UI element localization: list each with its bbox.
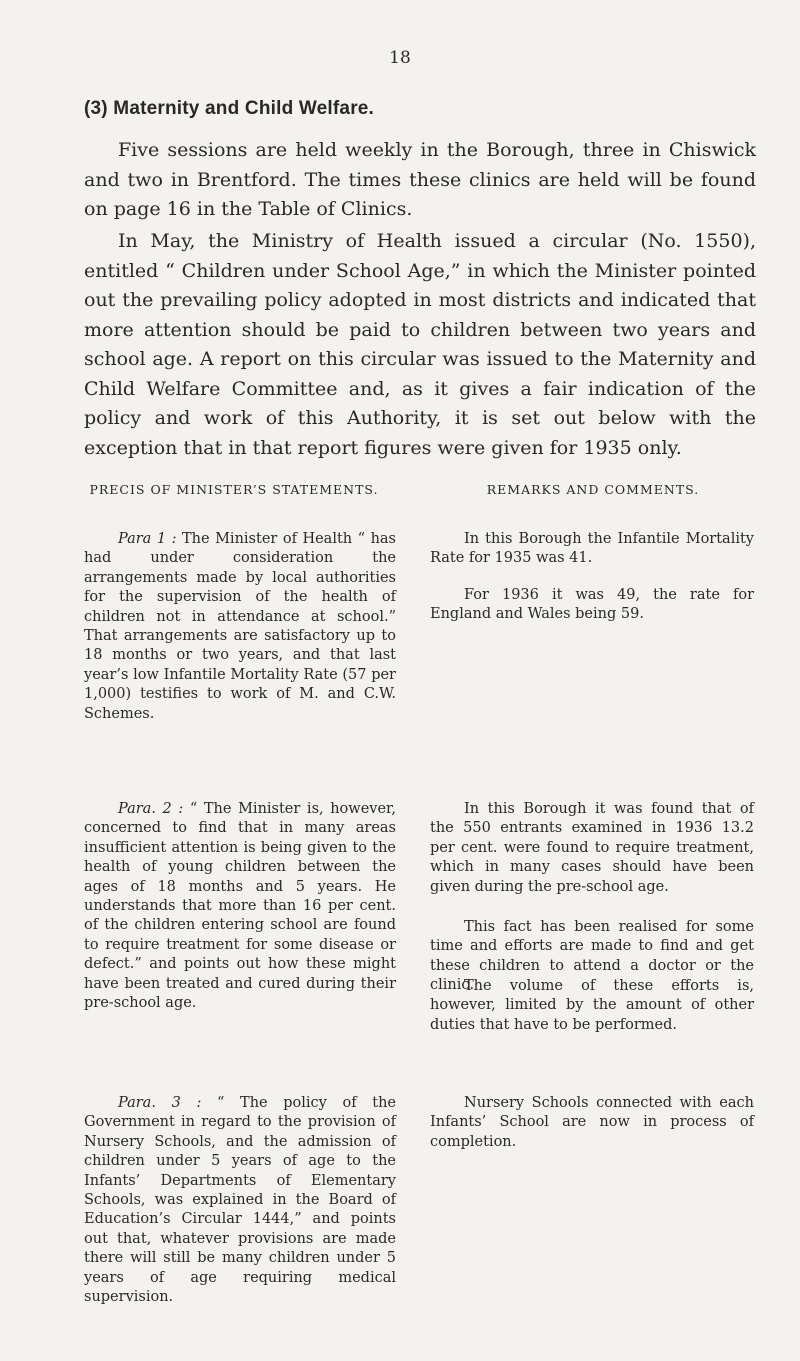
remark-para-2b: This fact has been realised for some time and efforts are made to find and get these children to attend a doctor or the clinic. [430,919,754,994]
para-label: Para 1 : [118,531,177,547]
intro-paragraph: Five sessions are held weekly in the Borough, three in Chiswick and two in Brentford. The times these clinics are held will be found on page 16 in the Table of Clinics. [84,139,756,220]
page-number: 18 [389,48,411,68]
precis-text: The Minister of Health “ has had under consideration the arrangements made by local authorities for the supervision of the health of children not in attendance at school.” That arrangements are satisfactory up to 18 months or two years, and that last year’s low Infantile Mortality Rate (57 per 1,000) testifies to work of M. and C.W. Schemes. [84,531,396,722]
remarks-column-heading: REMARKS AND COMMENTS. [486,482,700,497]
remark-para-2c: The volume of these efforts is, however, limited by the amount of other duties that have to be performed. [430,978,754,1033]
precis-para-2 [84,800,396,1013]
para-label: Para. 2 : [118,801,184,817]
remark-para-2a: In this Borough it was found that of the 550 entrants examined in 1936 13.2 per cent. were found to require treatment, which in many cases should have been given during the pre-school age. [430,801,754,895]
remark-para-1a: In this Borough the Infantile Mortality Rate for 1935 was 41. [430,531,754,567]
precis-para-3 [84,1094,396,1307]
para-label: Para. 3 : [118,1095,202,1111]
remark-para-3: Nursery Schools connected with each Infants’ School are now in process of completion. [430,1095,754,1150]
precis-text: “ The Minister is, however, concerned to find that in many areas insufficient attention is being given to the health of young children between the ages of 18 months and 5 years. He understands that more than 16 per cent. of the children entering school are found to require treatment for some disease or defect.” and points out how these might have been treated and cured during their pre-school age. [84,801,397,1012]
precis-para-1 [84,530,396,724]
precis-column-heading: PRECIS OF MINISTER’S STATEMENTS. [89,482,379,497]
intro-paragraph: In May, the Ministry of Health issued a circular (No. 1550), entitled “ Children under School Age,” in which the Minister pointed out the prevailing policy adopted in most districts and indicated that more attention should be paid to children between two years and school age. A report on this circular was issued to the Maternity and Child Welfare Committee and, as it gives a fair indication of the policy and work of this Authority, it is set out below with the exception that in that report figures were given for 1935 only. [84,230,756,459]
precis-text: “ The policy of the Government in regard to the provision of Nursery Schools, and the admission of children under 5 years of age to the Infants’ Departments of Elementary Schools, was explained in the Board of Education’s Circular 1444,” and points out that, whatever provisions are made there will still be many children under 5 years of age requiring medical supervision. [84,1095,397,1306]
remark-para-1b: For 1936 it was 49, the rate for England and Wales being 59. [430,587,754,623]
section-heading: (3) Maternity and Child Welfare. [84,98,375,119]
